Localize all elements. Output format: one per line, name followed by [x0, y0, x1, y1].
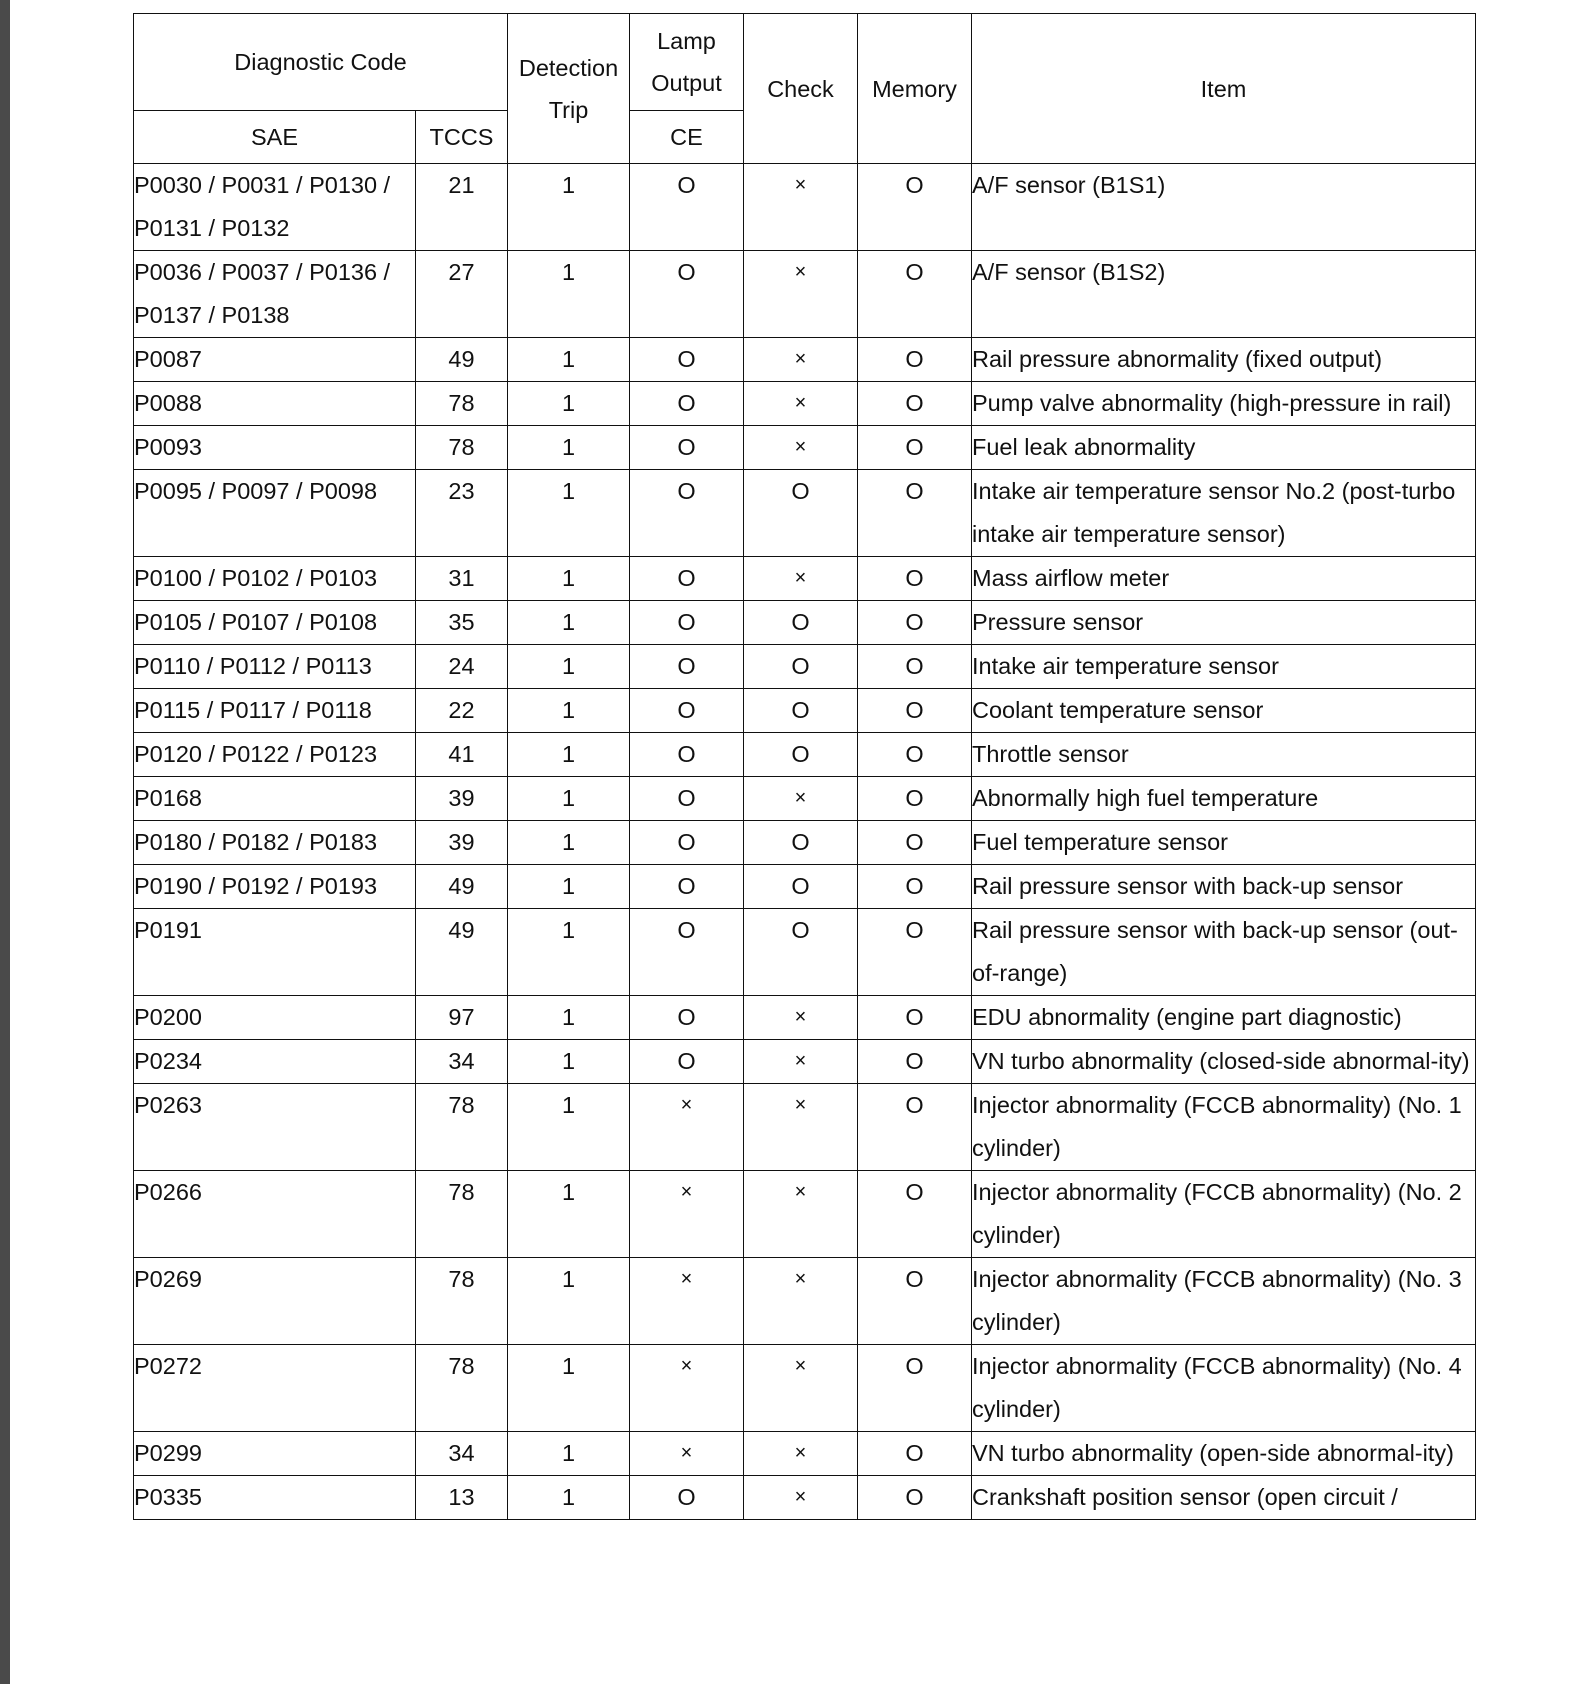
- item-description: Coolant temperature sensor: [972, 689, 1476, 733]
- lamp-ce: O: [630, 1476, 744, 1520]
- tccs-code: 23: [416, 470, 508, 557]
- check-flag: O: [744, 470, 858, 557]
- item-description: Pressure sensor: [972, 601, 1476, 645]
- check-flag: ×: [744, 338, 858, 382]
- table-row: [134, 1084, 1476, 1171]
- table-row: [134, 470, 1476, 557]
- lamp-ce: O: [630, 164, 744, 251]
- detection-trip: 1: [508, 1171, 630, 1258]
- memory-flag: O: [858, 338, 972, 382]
- item-description: Pump valve abnormality (high-pressure in rail): [972, 382, 1476, 426]
- table-row: [134, 1040, 1476, 1084]
- memory-flag: O: [858, 426, 972, 470]
- header-detection-trip: [508, 14, 630, 164]
- table-row: [134, 426, 1476, 470]
- tccs-code: 24: [416, 645, 508, 689]
- sae-code: P0299: [134, 1432, 416, 1476]
- sae-code: P0120 / P0122 / P0123: [134, 733, 416, 777]
- memory-flag: O: [858, 1084, 972, 1171]
- item-description: Intake air temperature sensor No.2 (post-turbo intake air temperature sensor): [972, 470, 1476, 557]
- table-row: [134, 821, 1476, 865]
- detection-trip: 1: [508, 338, 630, 382]
- tccs-code: 49: [416, 338, 508, 382]
- detection-trip: 1: [508, 382, 630, 426]
- lamp-ce: ×: [630, 1432, 744, 1476]
- lamp-ce: O: [630, 996, 744, 1040]
- header-diagnostic-code: Diagnostic Code: [134, 14, 508, 111]
- item-description: Mass airflow meter: [972, 557, 1476, 601]
- viewer-left-border: [0, 0, 10, 1684]
- item-description: Throttle sensor: [972, 733, 1476, 777]
- tccs-code: 39: [416, 777, 508, 821]
- detection-trip: 1: [508, 164, 630, 251]
- check-flag: ×: [744, 1476, 858, 1520]
- tccs-code: 78: [416, 1258, 508, 1345]
- check-flag: O: [744, 733, 858, 777]
- lamp-ce: O: [630, 601, 744, 645]
- detection-trip: 1: [508, 996, 630, 1040]
- item-description: EDU abnormality (engine part diagnostic): [972, 996, 1476, 1040]
- item-description: A/F sensor (B1S1): [972, 164, 1476, 251]
- header-memory: Memory: [858, 14, 972, 164]
- table-row: [134, 645, 1476, 689]
- lamp-ce: O: [630, 382, 744, 426]
- item-description: Intake air temperature sensor: [972, 645, 1476, 689]
- header-ce: CE: [630, 111, 744, 164]
- lamp-ce: ×: [630, 1345, 744, 1432]
- sae-code: P0036 / P0037 / P0136 / P0137 / P0138: [134, 251, 416, 338]
- sae-code: P0087: [134, 338, 416, 382]
- memory-flag: O: [858, 645, 972, 689]
- check-flag: ×: [744, 1171, 858, 1258]
- table-row: [134, 1258, 1476, 1345]
- memory-flag: O: [858, 382, 972, 426]
- header-lamp-output-label: Lamp Output: [651, 28, 722, 96]
- header-tccs: TCCS: [416, 111, 508, 164]
- table-row: [134, 1171, 1476, 1258]
- tccs-code: 41: [416, 733, 508, 777]
- memory-flag: O: [858, 557, 972, 601]
- sae-code: P0093: [134, 426, 416, 470]
- detection-trip: 1: [508, 470, 630, 557]
- tccs-code: 78: [416, 1084, 508, 1171]
- sae-code: P0168: [134, 777, 416, 821]
- memory-flag: O: [858, 601, 972, 645]
- sae-code: P0335: [134, 1476, 416, 1520]
- tccs-code: 78: [416, 1345, 508, 1432]
- table-row: [134, 909, 1476, 996]
- tccs-code: 27: [416, 251, 508, 338]
- sae-code: P0095 / P0097 / P0098: [134, 470, 416, 557]
- lamp-ce: O: [630, 426, 744, 470]
- header-detection-trip-label: Detection Trip: [518, 54, 619, 123]
- memory-flag: O: [858, 470, 972, 557]
- table-row: [134, 164, 1476, 251]
- check-flag: O: [744, 645, 858, 689]
- detection-trip: 1: [508, 689, 630, 733]
- lamp-ce: O: [630, 689, 744, 733]
- check-flag: ×: [744, 1345, 858, 1432]
- table-header: [134, 14, 1476, 164]
- tccs-code: 49: [416, 865, 508, 909]
- lamp-ce: O: [630, 909, 744, 996]
- lamp-ce: O: [630, 251, 744, 338]
- table-row: [134, 1432, 1476, 1476]
- item-description: VN turbo abnormality (open-side abnormal-ity): [972, 1432, 1476, 1476]
- item-description: Crankshaft position sensor (open circuit /: [972, 1476, 1476, 1520]
- sae-code: P0030 / P0031 / P0130 / P0131 / P0132: [134, 164, 416, 251]
- memory-flag: O: [858, 821, 972, 865]
- item-description: VN turbo abnormality (closed-side abnormal-ity): [972, 1040, 1476, 1084]
- check-flag: ×: [744, 1084, 858, 1171]
- tccs-code: 97: [416, 996, 508, 1040]
- check-flag: O: [744, 865, 858, 909]
- memory-flag: O: [858, 689, 972, 733]
- sae-code: P0234: [134, 1040, 416, 1084]
- item-description: Fuel leak abnormality: [972, 426, 1476, 470]
- memory-flag: O: [858, 1040, 972, 1084]
- memory-flag: O: [858, 1171, 972, 1258]
- detection-trip: 1: [508, 1476, 630, 1520]
- header-check: Check: [744, 14, 858, 164]
- tccs-code: 78: [416, 382, 508, 426]
- sae-code: P0272: [134, 1345, 416, 1432]
- memory-flag: O: [858, 1432, 972, 1476]
- detection-trip: 1: [508, 909, 630, 996]
- lamp-ce: O: [630, 1040, 744, 1084]
- table-row: [134, 777, 1476, 821]
- sae-code: P0100 / P0102 / P0103: [134, 557, 416, 601]
- memory-flag: O: [858, 996, 972, 1040]
- lamp-ce: O: [630, 733, 744, 777]
- detection-trip: 1: [508, 1432, 630, 1476]
- table-row: [134, 689, 1476, 733]
- item-description: Rail pressure sensor with back-up sensor (out-of-range): [972, 909, 1476, 996]
- table-body: [134, 164, 1476, 1520]
- check-flag: ×: [744, 426, 858, 470]
- memory-flag: O: [858, 909, 972, 996]
- check-flag: ×: [744, 557, 858, 601]
- table-row: [134, 996, 1476, 1040]
- item-description: Injector abnormality (FCCB abnormality) (No. 2 cylinder): [972, 1171, 1476, 1258]
- memory-flag: O: [858, 251, 972, 338]
- check-flag: ×: [744, 1432, 858, 1476]
- tccs-code: 34: [416, 1432, 508, 1476]
- lamp-ce: ×: [630, 1084, 744, 1171]
- sae-code: P0200: [134, 996, 416, 1040]
- table-row: [134, 557, 1476, 601]
- check-flag: O: [744, 821, 858, 865]
- lamp-ce: ×: [630, 1258, 744, 1345]
- sae-code: P0115 / P0117 / P0118: [134, 689, 416, 733]
- item-description: Injector abnormality (FCCB abnormality) (No. 4 cylinder): [972, 1345, 1476, 1432]
- detection-trip: 1: [508, 645, 630, 689]
- lamp-ce: O: [630, 821, 744, 865]
- check-flag: O: [744, 601, 858, 645]
- detection-trip: 1: [508, 865, 630, 909]
- table-row: [134, 382, 1476, 426]
- detection-trip: 1: [508, 251, 630, 338]
- detection-trip: 1: [508, 1040, 630, 1084]
- table-row: [134, 601, 1476, 645]
- memory-flag: O: [858, 1345, 972, 1432]
- lamp-ce: O: [630, 645, 744, 689]
- check-flag: ×: [744, 996, 858, 1040]
- item-description: Fuel temperature sensor: [972, 821, 1476, 865]
- detection-trip: 1: [508, 1258, 630, 1345]
- memory-flag: O: [858, 733, 972, 777]
- check-flag: O: [744, 689, 858, 733]
- tccs-code: 22: [416, 689, 508, 733]
- lamp-ce: O: [630, 865, 744, 909]
- tccs-code: 78: [416, 426, 508, 470]
- detection-trip: 1: [508, 777, 630, 821]
- sae-code: P0180 / P0182 / P0183: [134, 821, 416, 865]
- table-row: [134, 1476, 1476, 1520]
- item-description: A/F sensor (B1S2): [972, 251, 1476, 338]
- detection-trip: 1: [508, 1345, 630, 1432]
- tccs-code: 35: [416, 601, 508, 645]
- tccs-code: 31: [416, 557, 508, 601]
- item-description: Rail pressure abnormality (fixed output): [972, 338, 1476, 382]
- tccs-code: 34: [416, 1040, 508, 1084]
- tccs-code: 39: [416, 821, 508, 865]
- check-flag: ×: [744, 382, 858, 426]
- table-row: [134, 251, 1476, 338]
- detection-trip: 1: [508, 601, 630, 645]
- table-row: [134, 338, 1476, 382]
- lamp-ce: ×: [630, 1171, 744, 1258]
- sae-code: P0110 / P0112 / P0113: [134, 645, 416, 689]
- lamp-ce: O: [630, 557, 744, 601]
- detection-trip: 1: [508, 557, 630, 601]
- memory-flag: O: [858, 164, 972, 251]
- detection-trip: 1: [508, 821, 630, 865]
- memory-flag: O: [858, 777, 972, 821]
- detection-trip: 1: [508, 1084, 630, 1171]
- tccs-code: 49: [416, 909, 508, 996]
- detection-trip: 1: [508, 426, 630, 470]
- check-flag: ×: [744, 164, 858, 251]
- check-flag: ×: [744, 1258, 858, 1345]
- header-lamp-output: [630, 14, 744, 111]
- lamp-ce: O: [630, 777, 744, 821]
- table-row: [134, 1345, 1476, 1432]
- tccs-code: 13: [416, 1476, 508, 1520]
- sae-code: P0105 / P0107 / P0108: [134, 601, 416, 645]
- memory-flag: O: [858, 865, 972, 909]
- sae-code: P0190 / P0192 / P0193: [134, 865, 416, 909]
- check-flag: ×: [744, 251, 858, 338]
- item-description: Abnormally high fuel temperature: [972, 777, 1476, 821]
- sae-code: P0263: [134, 1084, 416, 1171]
- item-description: Injector abnormality (FCCB abnormality) (No. 3 cylinder): [972, 1258, 1476, 1345]
- sae-code: P0191: [134, 909, 416, 996]
- item-description: Rail pressure sensor with back-up sensor: [972, 865, 1476, 909]
- item-description: Injector abnormality (FCCB abnormality) (No. 1 cylinder): [972, 1084, 1476, 1171]
- sae-code: P0266: [134, 1171, 416, 1258]
- check-flag: ×: [744, 777, 858, 821]
- detection-trip: 1: [508, 733, 630, 777]
- header-sae: SAE: [134, 111, 416, 164]
- tccs-code: 78: [416, 1171, 508, 1258]
- tccs-code: 21: [416, 164, 508, 251]
- lamp-ce: O: [630, 338, 744, 382]
- check-flag: ×: [744, 1040, 858, 1084]
- lamp-ce: O: [630, 470, 744, 557]
- check-flag: O: [744, 909, 858, 996]
- memory-flag: O: [858, 1258, 972, 1345]
- sae-code: P0269: [134, 1258, 416, 1345]
- diagnostic-code-table: [133, 13, 1476, 1520]
- sae-code: P0088: [134, 382, 416, 426]
- table-row: [134, 733, 1476, 777]
- table-row: [134, 865, 1476, 909]
- memory-flag: O: [858, 1476, 972, 1520]
- header-item: Item: [972, 14, 1476, 164]
